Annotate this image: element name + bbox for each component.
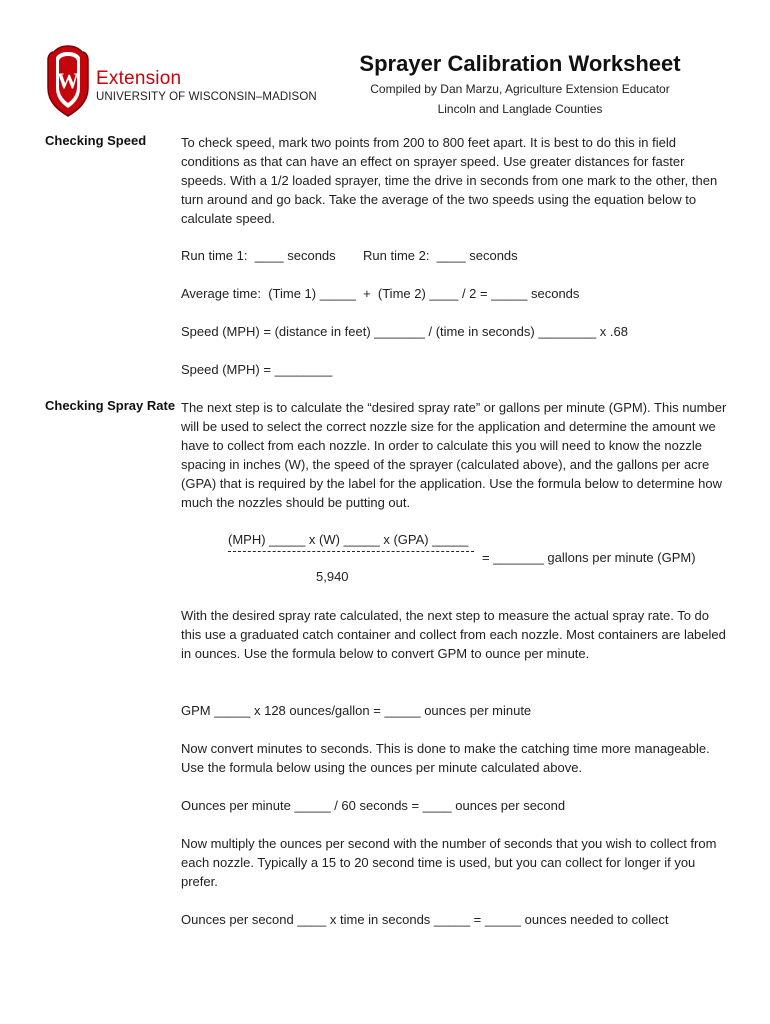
ounces-needed-formula: Ounces per second ____ x time in seconds _____ = _____ ounces needed to collect <box>181 912 669 927</box>
svg-text:W: W <box>57 68 79 93</box>
actual-rate-text: With the desired spray rate calculated, the next step to measure the actual spray rate. To do this use a graduated catch container and collect from each nozzle. Most containers are labeled in ounces. Use the formula below to convert GPM to ounce per minute. <box>181 608 726 661</box>
section-label-checking-spray-rate: Checking Spray Rate <box>45 398 176 413</box>
run-time-1: Run time 1: ____ seconds <box>181 248 336 263</box>
spray-rate-intro: The next step is to calculate the “desired spray rate” or gallons per minute (GPM). This number will be used to select the correct nozzle size for the application and determine the amount we have to collect from each nozzle. In order to calculate this you will need to know the nozzle spacing in inches (W), the speed of the sprayer (calculated above), and the gallons per acre (GPA) that is required by the label for the application. Use the formula below to determine how much the nozzles should be putting out. <box>181 400 727 510</box>
average-time-formula: Average time: (Time 1) _____ + (Time 2) ____ / 2 = _____ seconds <box>181 286 580 301</box>
section-label-checking-speed: Checking Speed <box>45 133 147 148</box>
run-time-2: Run time 2: ____ seconds <box>363 248 518 263</box>
counties: Lincoln and Langlade Counties <box>437 102 603 116</box>
convert-seconds-text: Now convert minutes to seconds. This is done to make the catching time more manageable. Use the formula below using the ounces per minute calculated above. <box>181 741 710 775</box>
gpm-numerator: (MPH) _____ x (W) _____ x (GPA) _____ <box>228 532 469 547</box>
uw-extension-logo <box>44 44 317 124</box>
gpm-to-ounces-formula: GPM _____ x 128 ounces/gallon = _____ ounces per minute <box>181 703 532 718</box>
brand-extension: Extension <box>96 68 182 89</box>
page-title: Sprayer Calibration Worksheet <box>359 51 681 76</box>
fraction-bar <box>228 551 474 552</box>
brand-university: UNIVERSITY OF WISCONSIN–MADISON <box>96 91 317 103</box>
speed-formula: Speed (MPH) = (distance in feet) _______ / (time in seconds) ________ x .68 <box>181 324 628 339</box>
ounces-per-second-formula: Ounces per minute _____ / 60 seconds = ____ ounces per second <box>181 798 566 813</box>
title-block <box>340 50 700 118</box>
compiled-by: Compiled by Dan Marzu, Agriculture Extension Educator <box>370 82 670 96</box>
multiply-text: Now multiply the ounces per second with the number of seconds that you wish to collect from each nozzle. Typically a 15 to 20 second time is used, but you can collect for longer if you prefer. <box>181 836 717 889</box>
gpm-result: = _______ gallons per minute (GPM) <box>482 550 696 565</box>
speed-result: Speed (MPH) = ________ <box>181 362 333 377</box>
speed-intro: To check speed, mark two points from 200 to 800 feet apart. It is best to do this in field conditions as that can have an effect on sprayer speed. Use greater distances for faster speeds. With a 1/2 loaded sprayer, time the drive in seconds from one mark to the other, then turn around and go back. Take the average of the two speeds using the equation below to calculate speed. <box>181 135 718 226</box>
uw-crest-icon <box>44 44 92 118</box>
gpm-denominator: 5,940 <box>316 569 349 584</box>
